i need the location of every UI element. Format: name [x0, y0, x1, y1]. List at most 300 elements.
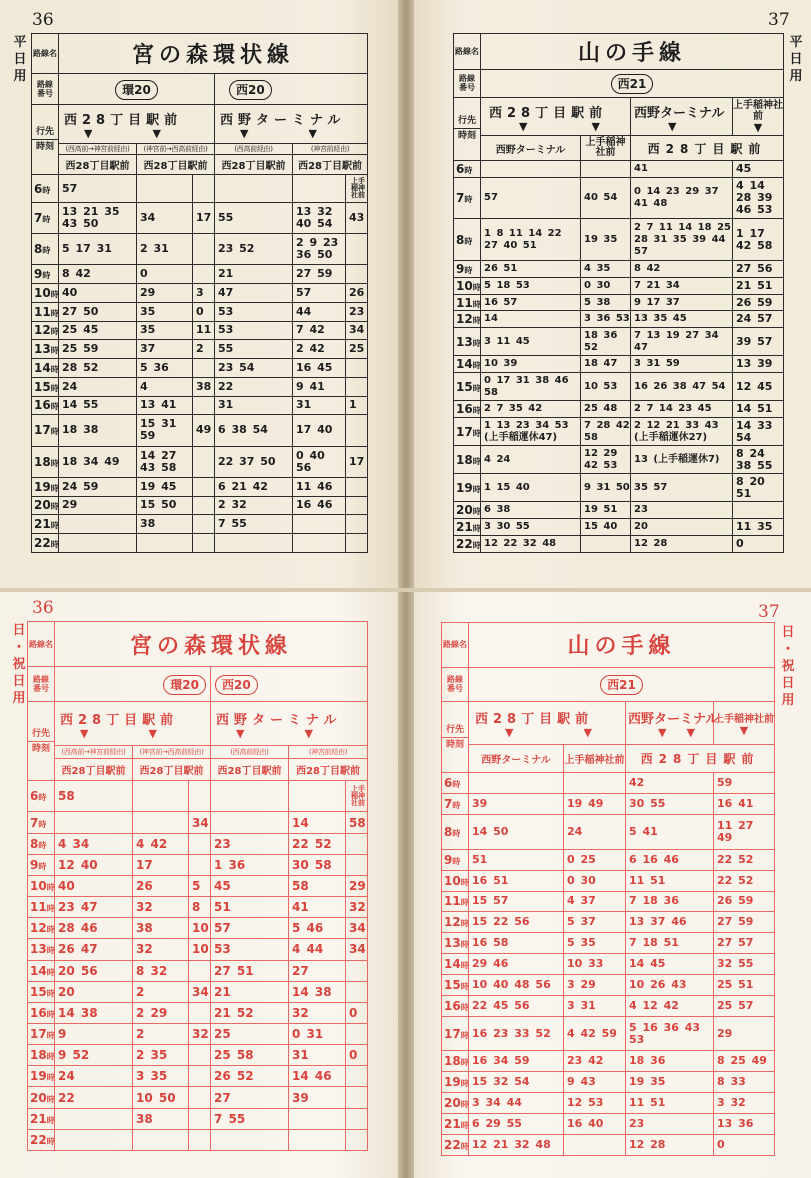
hour-value: 19 [34, 479, 51, 494]
hour-value: 21 [456, 520, 473, 535]
departure-minutes [189, 1087, 211, 1108]
hour-suffix: 時 [464, 265, 473, 275]
destination-nishino-terminal: 西野ターミナル [220, 113, 346, 129]
hour-suffix: 時 [46, 988, 55, 998]
hour-cell [28, 1129, 55, 1150]
hour-suffix: 時 [472, 507, 481, 517]
hour-row [442, 912, 775, 933]
hour-cell [32, 515, 59, 534]
hour-row [32, 377, 368, 396]
departure-minutes: 8 24 38 55 [733, 446, 784, 474]
departure-minutes: 8 20 51 [733, 474, 784, 502]
departure-minutes: 57 [59, 175, 137, 203]
departure-minutes [346, 265, 368, 284]
departure-minutes: 13 (上手稲運休7) [631, 446, 733, 474]
departure-minutes [137, 534, 193, 553]
departure-minutes: 2 31 [137, 234, 193, 265]
departure-minutes [193, 446, 215, 477]
departure-minutes: 23 52 [215, 234, 293, 265]
hour-row [28, 918, 368, 939]
departure-minutes: 30 55 [626, 794, 714, 815]
departure-minutes: 22 52 [714, 870, 775, 891]
departure-minutes: 9 31 50 [581, 474, 631, 502]
terminal-label: 西28丁目駅前 [215, 155, 293, 175]
departure-minutes: 58 [346, 812, 368, 833]
down-arrow-icon: ▼▼ [658, 726, 715, 740]
departure-minutes: 3 34 44 [469, 1093, 564, 1114]
departure-minutes [346, 415, 368, 446]
time-label: 時刻 [35, 142, 54, 153]
departure-minutes: 14 38 [55, 1002, 133, 1023]
departure-minutes [193, 515, 215, 534]
down-arrow-icon: ▼▼ [80, 726, 217, 740]
hour-value: 19 [444, 1075, 461, 1090]
departure-minutes: 16 46 [293, 496, 346, 515]
hour-suffix: 時 [460, 919, 469, 929]
departure-minutes: 10 [189, 918, 211, 939]
hour-row [32, 234, 368, 265]
departure-minutes: 0 31 [289, 1023, 346, 1044]
hour-value: 12 [34, 323, 51, 338]
departure-minutes: 14 51 [733, 401, 784, 418]
hour-suffix: 時 [46, 882, 55, 892]
hour-cell [28, 939, 55, 960]
departure-minutes: 2 [133, 1023, 189, 1044]
departure-minutes: 5 41 [626, 815, 714, 850]
hour-value: 18 [444, 1054, 461, 1069]
departure-minutes [189, 1002, 211, 1023]
departure-minutes: 45 [733, 160, 784, 177]
departure-minutes: 10 26 43 [626, 974, 714, 995]
departure-minutes [189, 854, 211, 875]
departure-minutes: 3 31 59 [631, 356, 733, 373]
departure-minutes: 1 13 23 34 53 (上手稲運休47) [481, 418, 581, 446]
hour-row [32, 477, 368, 496]
route-badge: 西21 [611, 74, 654, 94]
hour-suffix: 時 [464, 236, 473, 246]
destination-label: 行先 [454, 114, 480, 129]
departure-minutes: 9 [55, 1023, 133, 1044]
hour-cell [28, 1108, 55, 1129]
hour-value: 13 [444, 936, 461, 951]
hour-row [442, 815, 775, 850]
departure-minutes: 15 40 [581, 519, 631, 536]
departure-minutes: 19 51 [581, 502, 631, 519]
departure-minutes: 18 38 [59, 415, 137, 446]
hour-value: 9 [34, 267, 43, 282]
hour-row [32, 175, 368, 203]
hour-row [454, 260, 784, 277]
departure-minutes: 53 [215, 302, 293, 321]
departure-minutes: 24 [564, 815, 626, 850]
hour-row [442, 1114, 775, 1135]
extra-column-header: 上手稲神社前 [351, 784, 366, 807]
hour-value: 13 [34, 342, 51, 357]
departure-minutes: 40 54 [581, 177, 631, 219]
departure-minutes [346, 377, 368, 396]
departure-minutes [133, 781, 189, 812]
departure-minutes: 13 36 [714, 1114, 775, 1135]
hour-cell [454, 373, 481, 401]
hour-cell [32, 202, 59, 233]
hour-row [32, 515, 368, 534]
hour-row [442, 849, 775, 870]
departure-minutes: 7 21 34 [631, 277, 733, 294]
departure-minutes: 19 45 [137, 477, 193, 496]
departure-minutes: 9 41 [293, 377, 346, 396]
hour-row [32, 321, 368, 340]
hour-cell [28, 1066, 55, 1087]
hour-row [32, 446, 368, 477]
departure-minutes: 24 57 [733, 311, 784, 328]
departure-minutes: 15 32 54 [469, 1072, 564, 1093]
page-36-weekday [0, 0, 398, 588]
departure-minutes: 22 45 56 [469, 995, 564, 1016]
departure-minutes: 10 50 [133, 1087, 189, 1108]
timetable-yamanote-holiday [441, 622, 775, 1156]
departure-minutes: 0 30 [581, 277, 631, 294]
departure-minutes: 7 28 42 58 [581, 418, 631, 446]
hour-row [442, 1072, 775, 1093]
departure-minutes: 13 41 [137, 396, 193, 415]
departure-minutes: 16 51 [469, 870, 564, 891]
departure-minutes [469, 773, 564, 794]
destination-nishino-terminal: 西野ターミナル [216, 712, 342, 728]
departure-minutes: 38 [137, 515, 193, 534]
hour-row [32, 265, 368, 284]
route-name-label: 路線名 [454, 34, 481, 70]
departure-minutes: 29 [346, 875, 368, 896]
hour-row [442, 891, 775, 912]
departure-minutes: 0 40 56 [293, 446, 346, 477]
hour-value: 18 [30, 1048, 47, 1063]
hour-row [454, 519, 784, 536]
hour-row [28, 1045, 368, 1066]
departure-minutes: 23 [626, 1114, 714, 1135]
hour-suffix: 時 [50, 364, 59, 374]
departure-minutes: 24 [59, 377, 137, 396]
departure-minutes: 26 59 [733, 294, 784, 311]
departure-minutes [189, 960, 211, 981]
destination-nishi28: 西28丁目駅前 [64, 113, 183, 129]
departure-minutes: 0 14 23 29 37 41 48 [631, 177, 733, 219]
hour-row [28, 960, 368, 981]
hour-value: 14 [444, 957, 461, 972]
departure-minutes: 9 52 [55, 1045, 133, 1066]
hour-value: 14 [34, 360, 51, 375]
destination-kamiteine: 上手稲神社前 [733, 100, 783, 123]
hour-cell [28, 1002, 55, 1023]
departure-minutes: 29 [714, 1016, 775, 1051]
departure-minutes: 8 32 [133, 960, 189, 981]
departure-minutes: 39 57 [733, 328, 784, 356]
departure-minutes: 16 41 [714, 794, 775, 815]
departure-minutes [211, 781, 289, 812]
hour-value: 9 [30, 857, 39, 872]
departure-minutes: 16 34 59 [469, 1051, 564, 1072]
departure-minutes: 34 [346, 939, 368, 960]
departure-minutes: 35 57 [631, 474, 733, 502]
hour-value: 19 [456, 480, 473, 495]
departure-minutes: 10 40 48 56 [469, 974, 564, 995]
hour-cell [32, 396, 59, 415]
route-title: 宮の森環状線 [55, 622, 368, 667]
departure-minutes: 23 [631, 502, 733, 519]
departure-minutes [581, 536, 631, 553]
departure-minutes: 13 32 40 54 [293, 202, 346, 233]
departure-minutes: 5 35 [564, 933, 626, 954]
departure-minutes: 25 51 [714, 974, 775, 995]
departure-minutes: 4 24 [481, 446, 581, 474]
hour-suffix: 時 [46, 925, 55, 935]
departure-minutes [289, 1108, 346, 1129]
departure-minutes: 25 59 [59, 340, 137, 359]
departure-minutes [346, 175, 368, 203]
departure-minutes: 2 7 14 23 45 [631, 401, 733, 418]
departure-minutes: 25 [346, 340, 368, 359]
departure-minutes: 4 12 42 [626, 995, 714, 1016]
departure-minutes: 57 [481, 177, 581, 219]
hour-cell [442, 815, 469, 850]
departure-minutes: 35 [137, 302, 193, 321]
hour-cell [28, 875, 55, 896]
hour-value: 22 [444, 1137, 461, 1152]
hour-suffix: 時 [50, 308, 59, 318]
departure-minutes: 3 11 45 [481, 328, 581, 356]
hour-value: 15 [444, 977, 461, 992]
hour-value: 10 [456, 278, 473, 293]
departure-minutes: 22 [215, 377, 293, 396]
departure-minutes [581, 160, 631, 177]
departure-minutes: 27 59 [293, 265, 346, 284]
hour-suffix: 時 [42, 271, 51, 281]
departure-minutes: 0 [346, 1045, 368, 1066]
hour-row [454, 356, 784, 373]
departure-minutes: 7 18 36 [626, 891, 714, 912]
hour-row [454, 294, 784, 311]
departure-minutes: 27 50 [59, 302, 137, 321]
departure-minutes: 11 35 [733, 519, 784, 536]
hour-cell [442, 954, 469, 975]
departure-minutes: 7 42 [293, 321, 346, 340]
hour-cell [32, 302, 59, 321]
hour-row [28, 1066, 368, 1087]
page-37-holiday [413, 592, 811, 1178]
departure-minutes [289, 781, 346, 812]
hour-cell [454, 177, 481, 219]
departure-minutes: 14 50 [469, 815, 564, 850]
departure-minutes [59, 515, 137, 534]
hour-value: 15 [34, 379, 51, 394]
hour-cell [28, 981, 55, 1002]
terminal-label: 西28丁目駅前 [55, 758, 133, 781]
hour-row [28, 1023, 368, 1044]
departure-minutes: 5 36 [137, 359, 193, 378]
departure-minutes: 19 35 [626, 1072, 714, 1093]
departure-minutes [346, 234, 368, 265]
departure-minutes: 5 46 [289, 918, 346, 939]
departure-minutes [193, 234, 215, 265]
departure-minutes: 34 [137, 202, 193, 233]
departure-minutes [293, 175, 346, 203]
departure-minutes: 26 59 [714, 891, 775, 912]
departure-minutes: 2 7 11 14 18 25 28 31 35 39 44 57 [631, 219, 733, 261]
route-name-label: 路線名 [442, 623, 469, 668]
hour-suffix: 時 [460, 981, 469, 991]
departure-minutes [193, 396, 215, 415]
departure-minutes [55, 812, 133, 833]
hour-row [442, 995, 775, 1016]
route-badge: 環20 [115, 80, 158, 100]
hour-value: 12 [30, 921, 47, 936]
departure-minutes [346, 1066, 368, 1087]
departure-minutes: 1 36 [211, 854, 289, 875]
hour-suffix: 時 [50, 458, 59, 468]
hour-cell [454, 328, 481, 356]
departure-minutes: 21 [211, 981, 289, 1002]
departure-minutes: 26 51 [481, 260, 581, 277]
departure-minutes: 41 [631, 160, 733, 177]
hour-value: 9 [456, 261, 465, 276]
departure-minutes: 20 [55, 981, 133, 1002]
departure-minutes: 15 31 59 [137, 415, 193, 446]
departure-minutes: 26 47 [55, 939, 133, 960]
time-label: 時刻 [445, 739, 464, 750]
departure-minutes: 28 52 [59, 359, 137, 378]
hour-value: 8 [444, 824, 453, 839]
departure-minutes: 7 55 [211, 1108, 289, 1129]
hour-suffix: 時 [460, 1079, 469, 1089]
departure-minutes: 18 36 [626, 1051, 714, 1072]
hour-row [442, 1051, 775, 1072]
departure-minutes: 22 52 [714, 849, 775, 870]
departure-minutes: 51 [469, 849, 564, 870]
hour-cell [32, 446, 59, 477]
departure-minutes: 0 [137, 265, 193, 284]
hour-cell [454, 260, 481, 277]
hour-suffix: 時 [472, 428, 481, 438]
hour-cell [32, 359, 59, 378]
departure-minutes: 16 23 33 52 [469, 1016, 564, 1051]
hour-value: 20 [444, 1096, 461, 1111]
hour-row [28, 854, 368, 875]
time-label: 時刻 [457, 131, 476, 142]
departure-minutes [346, 515, 368, 534]
route-title: 宮の森環状線 [59, 34, 368, 74]
route-number-label: 路線 番号 [454, 69, 481, 97]
departure-minutes: 11 51 [626, 1093, 714, 1114]
hour-suffix: 時 [46, 946, 55, 956]
hour-value: 12 [444, 915, 461, 930]
via-note: (西高前→神宮前経由) [55, 746, 133, 759]
departure-minutes: 27 56 [733, 260, 784, 277]
hour-value: 20 [456, 503, 473, 518]
terminal-label: 西28丁目駅前 [133, 758, 211, 781]
departure-minutes: 5 38 [581, 294, 631, 311]
departure-minutes: 23 42 [564, 1051, 626, 1072]
departure-minutes [193, 477, 215, 496]
hour-suffix: 時 [38, 840, 47, 850]
hour-suffix: 時 [464, 195, 473, 205]
hour-row [32, 202, 368, 233]
departure-minutes: 19 49 [564, 794, 626, 815]
hour-cell [454, 294, 481, 311]
departure-minutes: 17 [193, 202, 215, 233]
hour-row [28, 812, 368, 833]
hour-cell [32, 340, 59, 359]
departure-minutes [215, 175, 293, 203]
departure-minutes [193, 265, 215, 284]
hour-cell [454, 401, 481, 418]
departure-minutes: 45 [211, 875, 289, 896]
departure-minutes: 24 59 [59, 477, 137, 496]
departure-minutes: 11 51 [626, 870, 714, 891]
hour-suffix: 時 [42, 246, 51, 256]
departure-minutes: 16 26 38 47 54 [631, 373, 733, 401]
departure-minutes: 39 [469, 794, 564, 815]
hour-value: 13 [456, 334, 473, 349]
hour-value: 20 [34, 498, 51, 513]
hour-value: 7 [30, 815, 39, 830]
departure-minutes: 14 33 54 [733, 418, 784, 446]
hour-row [28, 833, 368, 854]
hour-suffix: 時 [460, 877, 469, 887]
via-note: (西高前→神宮前経由) [59, 144, 137, 155]
hour-row [442, 870, 775, 891]
hour-cell [28, 1045, 55, 1066]
departure-minutes: 10 53 [581, 373, 631, 401]
departure-minutes: 5 18 53 [481, 277, 581, 294]
hour-suffix: 時 [472, 484, 481, 494]
departure-minutes: 32 [133, 939, 189, 960]
hour-cell [454, 160, 481, 177]
departure-minutes: 3 29 [564, 974, 626, 995]
page-number: 36 [32, 598, 54, 618]
departure-minutes: 6 16 46 [626, 849, 714, 870]
hour-row [28, 1129, 368, 1150]
departure-minutes: 8 42 [59, 265, 137, 284]
departure-minutes: 7 18 51 [626, 933, 714, 954]
departure-minutes [346, 477, 368, 496]
hour-row [32, 302, 368, 321]
hour-row [454, 328, 784, 356]
departure-minutes [733, 502, 784, 519]
hour-cell [28, 897, 55, 918]
hour-row [454, 446, 784, 474]
hour-row [28, 981, 368, 1002]
departure-minutes: 4 37 [564, 891, 626, 912]
departure-minutes: 38 [133, 1108, 189, 1129]
departure-minutes [215, 534, 293, 553]
departure-minutes: 28 46 [55, 918, 133, 939]
departure-minutes [293, 515, 346, 534]
departure-minutes: 12 29 42 53 [581, 446, 631, 474]
hour-suffix: 時 [472, 406, 481, 416]
hour-suffix: 時 [38, 861, 47, 871]
departure-minutes: 41 [289, 897, 346, 918]
hour-value: 8 [34, 242, 43, 257]
departure-minutes: 6 38 [481, 502, 581, 519]
departure-minutes: 26 52 [211, 1066, 289, 1087]
departure-minutes: 0 [733, 536, 784, 553]
departure-minutes [289, 1129, 346, 1150]
departure-minutes: 11 [193, 321, 215, 340]
hour-cell [32, 415, 59, 446]
hour-suffix: 時 [472, 316, 481, 326]
hour-row [28, 897, 368, 918]
destination-label: 行先 [442, 723, 468, 738]
timetable-miyanomori-holiday [27, 621, 373, 1151]
